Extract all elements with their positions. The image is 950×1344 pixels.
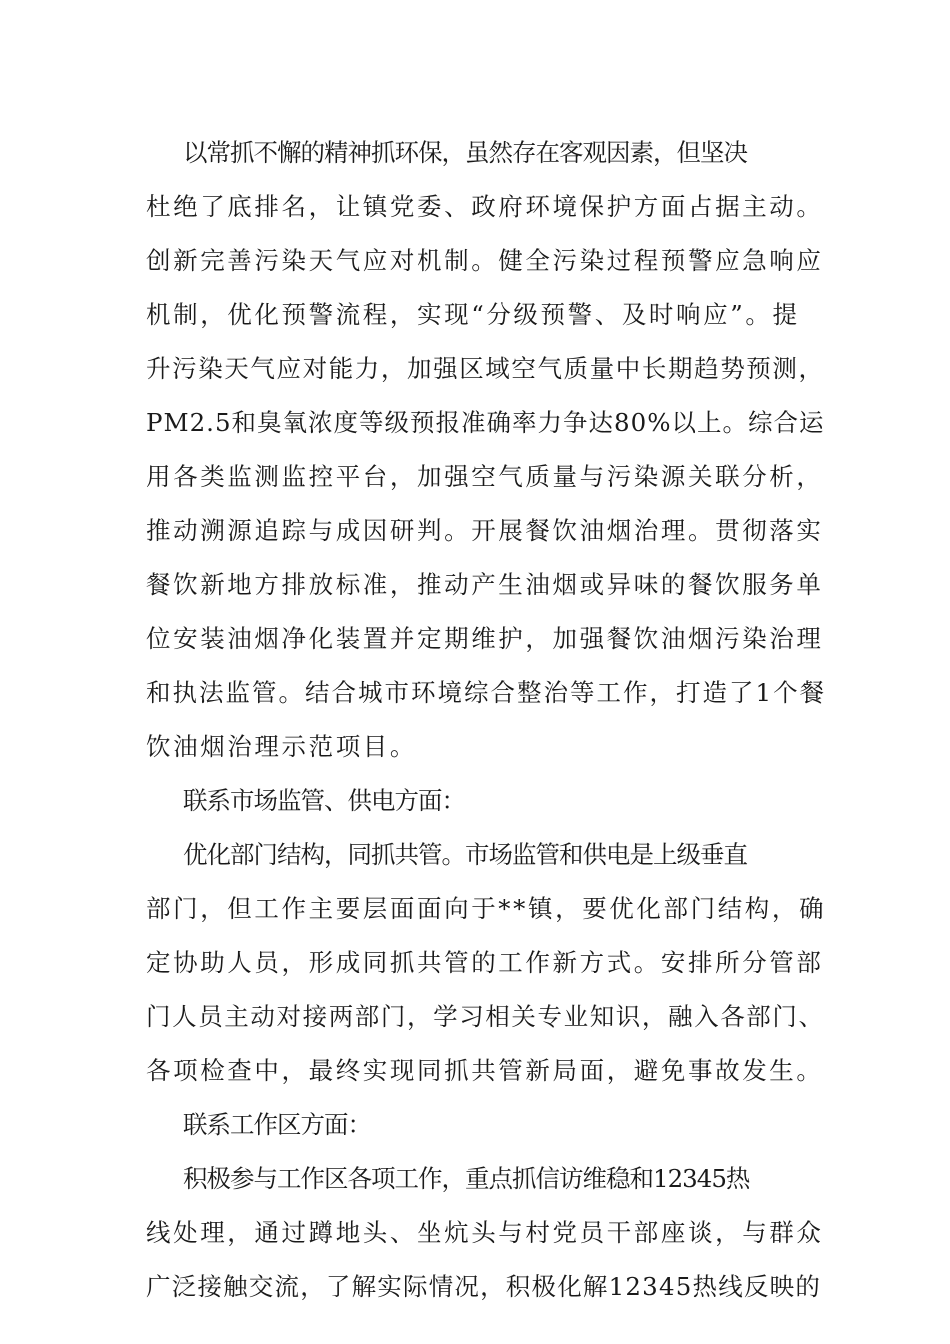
paragraph-line: 饮油烟治理示范项目。 xyxy=(146,732,417,761)
paragraph-line: 机制，优化预警流程，实现“分级预警、及时响应”。提 xyxy=(146,300,800,329)
paragraph-line: 以常抓不懈的精神抓环保，虽然存在客观因素，但坚决 xyxy=(183,138,747,167)
paragraph-line: 用各类监测监控平台，加强空气质量与污染源关联分析， xyxy=(146,462,824,491)
paragraph-line: 杜绝了底排名，让镇党委、政府环境保护方面占据主动。 xyxy=(146,192,824,221)
paragraph-line: 推动溯源追踪与成因研判。开展餐饮油烟治理。贯彻落实 xyxy=(146,516,824,545)
section-heading: 联系工作区方面： xyxy=(183,1110,371,1139)
paragraph-line: 升污染天气应对能力，加强区域空气质量中长期趋势预测， xyxy=(146,354,825,383)
paragraph-line: 门人员主动对接两部门，学习相关专业知识，融入各部门、 xyxy=(146,1002,825,1031)
paragraph-line: 部门，但工作主要层面面向于**镇，要优化部门结构，确 xyxy=(146,894,827,923)
paragraph-line: 创新完善污染天气应对机制。健全污染过程预警应急响应 xyxy=(146,246,824,275)
paragraph-line: 餐饮新地方排放标准，推动产生油烟或异味的餐饮服务单 xyxy=(146,570,824,599)
paragraph-line: 和执法监管。结合城市环境综合整治等工作，打造了1个餐 xyxy=(146,678,827,707)
paragraph-line: 定协助人员，形成同抓共管的工作新方式。安排所分管部 xyxy=(146,948,824,977)
paragraph-line: 线处理，通过蹲地头、坐炕头与村党员干部座谈，与群众 xyxy=(146,1218,824,1247)
paragraph-line: 位安装油烟净化装置并定期维护，加强餐饮油烟污染治理 xyxy=(146,624,824,653)
paragraph-line: 广泛接触交流，了解实际情况，积极化解12345热线反映的 xyxy=(146,1272,822,1301)
paragraph-line: 优化部门结构，同抓共管。市场监管和供电是上级垂直 xyxy=(183,840,747,869)
paragraph-line: 各项检查中，最终实现同抓共管新局面，避免事故发生。 xyxy=(146,1056,824,1085)
paragraph-line: PM2.5和臭氧浓度等级预报准确率力争达80%以上。综合运 xyxy=(146,408,825,437)
section-heading: 联系市场监管、供电方面： xyxy=(183,786,465,815)
paragraph-line: 积极参与工作区各项工作，重点抓信访维稳和12345热 xyxy=(183,1164,750,1193)
